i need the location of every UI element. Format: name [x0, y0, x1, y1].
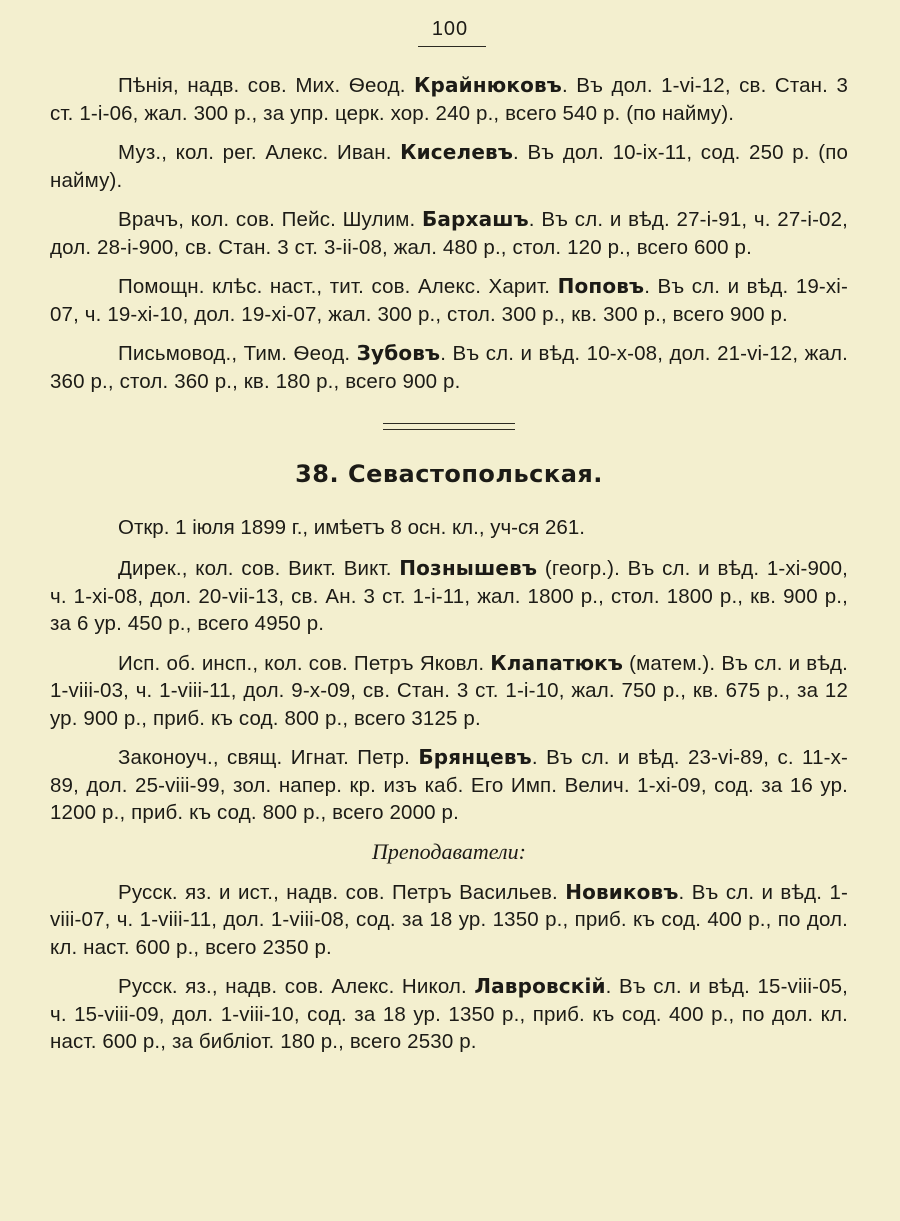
page-number: 100: [431, 18, 469, 40]
page-body: [50, 72, 848, 1068]
entry-position: Исп. об. инсп., кол. сов. Петръ Яковл.: [118, 651, 491, 675]
staff-entry: [50, 973, 848, 1056]
entry-surname: Брянцевъ: [418, 745, 532, 769]
page-number-rule: [418, 46, 486, 47]
staff-entry: [50, 72, 848, 127]
entry-details: . Въ сл. и вѣд. 19-xi-07, ч. 19-xi-10, дол. 19-xi-07, жал. 300 р., стол. 300 р., кв. 300 р., всего 900 р.: [50, 275, 848, 326]
entry-position: Письмовод., Тим. Ѳеод.: [118, 342, 357, 365]
entry-details: . Въ сл. и вѣд. 1-viii-07, ч. 1-viii-11, дол. 1-viii-08, сод. за 18 ур. 1350 р., приб. къ сод. 400 р., по дол. кл. наст. 600 р., всего 2350 р.: [50, 880, 848, 959]
staff-entry: [50, 650, 848, 733]
entry-position: Пѣнія, надв. сов. Мих. Ѳеод.: [118, 74, 415, 97]
entry-details: . Въ сл. и вѣд. 27-i-91, ч. 27-i-02, дол. 28-i-900, св. Стан. 3 ст. 3-ii-08, жал. 480 р., стол. 120 р., всего 600 р.: [50, 208, 849, 259]
section-intro: Откр. 1 іюля 1899 г., имѣетъ 8 осн. кл., уч-ся 261.: [118, 516, 585, 539]
entry-surname: Лавровскій: [474, 974, 606, 998]
entry-surname: Новиковъ: [565, 879, 679, 904]
entry-details: . Въ сл. и вѣд. 23-vi-89, с. 11-x-89, дол. 25-viii-99, зол. напер. кр. изъ каб. Его Имп. Велич. 1-xi-09, сод. за 16 ур. 1200 р., приб. къ сод. 800 р., всего 2000 р.: [50, 746, 848, 824]
entry-position: Помощн. клѣс. наст., тит. сов. Алекс. Харит.: [118, 275, 558, 298]
staff-entry: [50, 139, 848, 194]
teachers-heading: Преподаватели:: [372, 838, 526, 864]
entry-position: Русск. яз., надв. сов. Алекс. Никол.: [118, 975, 475, 998]
entry-surname: Бархашъ: [422, 207, 529, 231]
entry-surname: Клапатюкъ: [490, 650, 624, 675]
entries-section: [50, 555, 848, 827]
entry-details: . Въ сл. и вѣд. 15-viii-05, ч. 15-viii-09, дол. 1-viii-10, сод. за 18 ур. 1350 р., приб. къ сод. 400 р., по дол. кл. наст. 600 р., за библіот. 180 р., всего 2530 р.: [50, 975, 848, 1053]
entries-top: [50, 72, 848, 395]
entry-details: . Въ дол. 10-ix-11, сод. 250 р. (по найму).: [50, 141, 849, 192]
staff-entry: [50, 340, 848, 395]
section-divider: [383, 423, 515, 430]
entry-details: . Въ дол. 1-vi-12, св. Стан. 3 ст. 1-i-06, жал. 300 р., за упр. церк. хор. 240 р., всего 540 р. (по найму).: [50, 74, 849, 125]
staff-entry: [50, 273, 848, 328]
section-heading: 38. Севастопольская.: [295, 460, 603, 488]
entry-surname: Зубовъ: [356, 341, 441, 365]
entry-position: Дирек., кол. сов. Викт. Викт.: [118, 557, 400, 580]
entry-position: Русск. яз. и ист., надв. сов. Петръ Васильев.: [118, 880, 566, 904]
staff-entry: [50, 879, 848, 962]
entry-surname: Поповъ: [557, 274, 645, 298]
entry-details: (геогр.). Въ сл. и вѣд. 1-xi-900, ч. 1-xi-08, дол. 20-vii-13, св. Ан. 3 ст. 1-i-11, жал. 1800 р., стол. 1800 р., кв. 900 р., за 6 ур. 450 р., всего 4950 р.: [50, 557, 848, 635]
entry-surname: Киселевъ: [400, 140, 514, 164]
staff-entry: [50, 744, 848, 827]
staff-entry: [50, 206, 848, 261]
entry-position: Законоуч., свящ. Игнат. Петр.: [118, 746, 419, 769]
staff-entry: [50, 555, 848, 638]
entry-details: . Въ сл. и вѣд. 10-x-08, дол. 21-vi-12, жал. 360 р., стол. 360 р., кв. 180 р., всего 900 р.: [50, 342, 848, 393]
entry-details: (матем.). Въ сл. и вѣд. 1-viii-03, ч. 1-viii-11, дол. 9-x-09, св. Стан. 3 ст. 1-i-10, жал. 750 р., кв. 675 р., за 12 ур. 900 р., приб. къ сод. 800 р., всего 3125 р.: [50, 651, 848, 730]
entry-position: Врачъ, кол. сов. Пейс. Шулим.: [118, 208, 423, 231]
entry-surname: Познышевъ: [399, 556, 538, 580]
entry-surname: Крайнюковъ: [414, 73, 562, 97]
entry-position: Муз., кол. рег. Алекс. Иван.: [118, 141, 401, 164]
entries-teachers: [50, 879, 848, 1056]
